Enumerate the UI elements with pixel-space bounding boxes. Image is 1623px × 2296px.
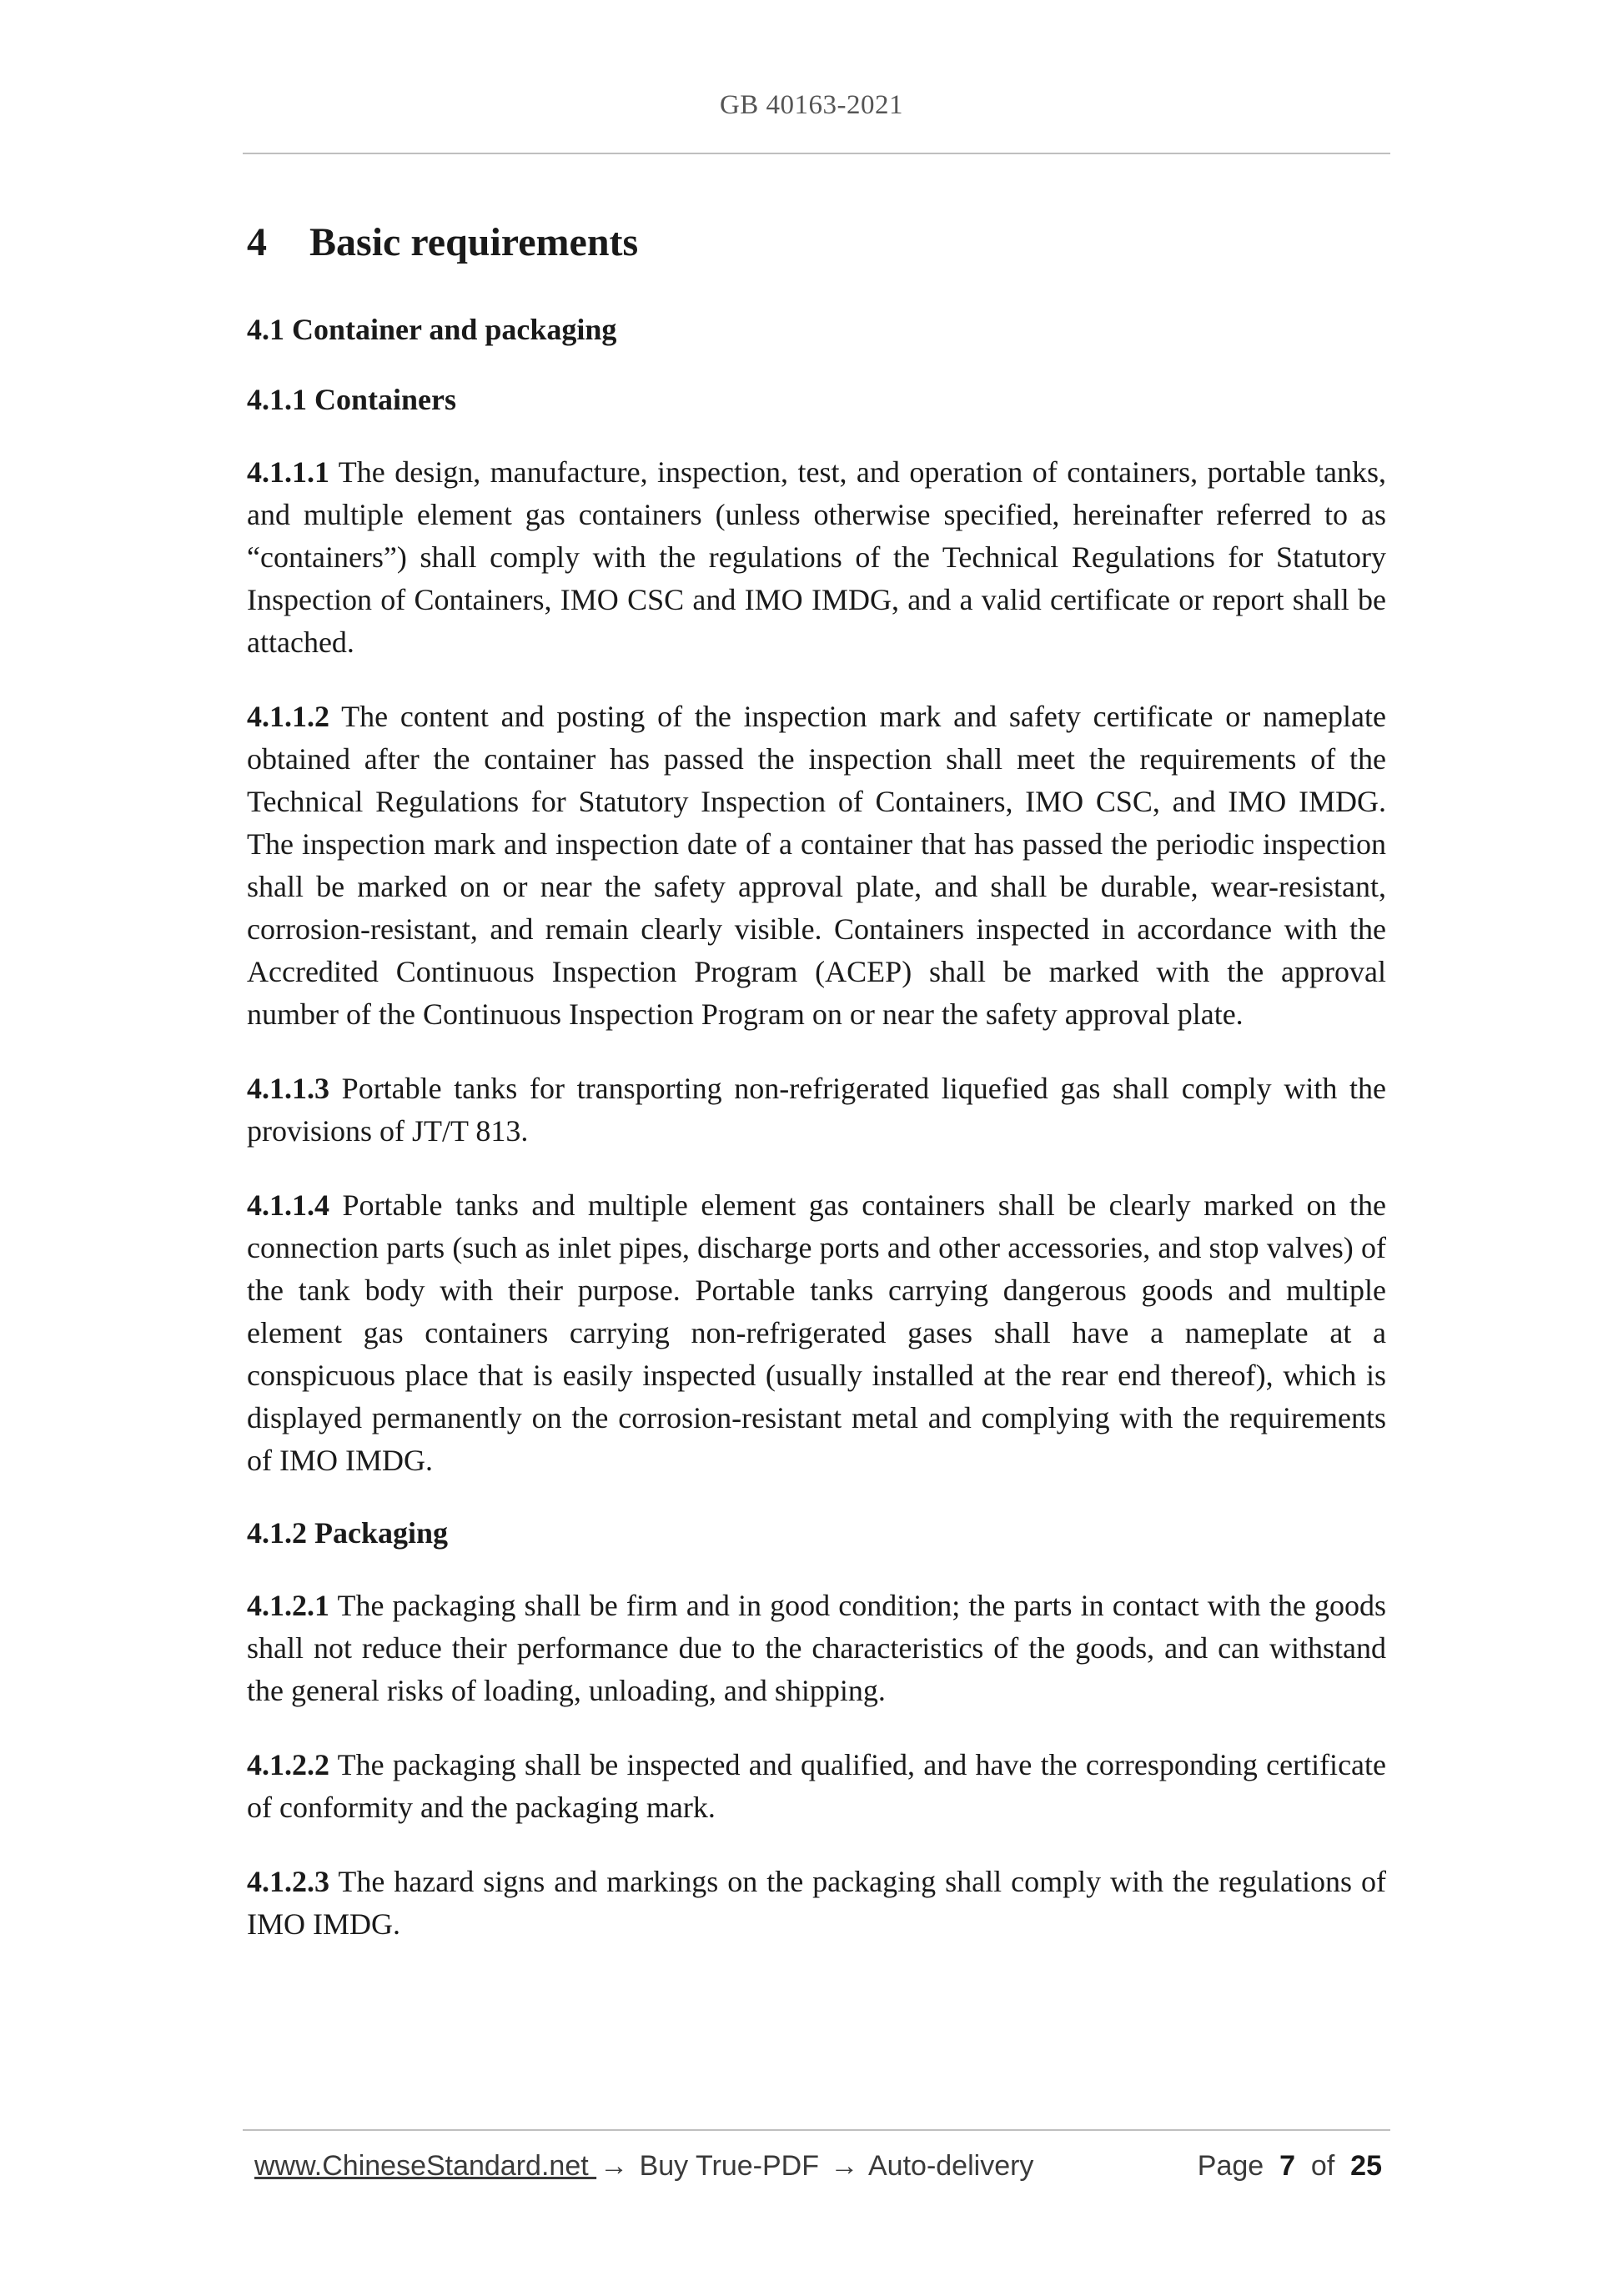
- clause-text: The packaging shall be inspected and qualified, and have the corresponding certificate of conformity and the packaging mark.: [247, 1747, 1386, 1824]
- auto-delivery-text: Auto-delivery: [868, 2150, 1034, 2182]
- section-heading: [247, 219, 1386, 267]
- page-label: Page: [1197, 2150, 1264, 2182]
- page-total: 25: [1350, 2150, 1382, 2182]
- clause-text: Portable tanks and multiple element gas containers shall be clearly marked on the connection parts (such as inlet pipes, discharge ports and other accessories, and stop valves) of the tank body with their purpose. Portable tanks carrying dangerous goods and multiple element gas containers carrying non-refrigerated gases shall have a nameplate at a conspicuous place that is easily inspected (usually installed at the rear end thereof), which is displayed permanently on the corrosion-resistant metal and complying with the requirements of IMO IMDG.: [247, 1188, 1386, 1478]
- clause-number: 4.1.2.1: [247, 1588, 329, 1622]
- page-footer: [254, 2150, 1382, 2183]
- clause-4-1-2-2: [247, 1744, 1386, 1829]
- clause-4-1-1-3: [247, 1068, 1386, 1153]
- clause-4-1-2-1: [247, 1585, 1386, 1712]
- chinesestandard-link[interactable]: www.ChineseStandard.net: [254, 2150, 597, 2182]
- footer-divider: [243, 2129, 1390, 2131]
- clause-number: 4.1.1.2: [247, 700, 329, 734]
- clause-number: 4.1.1.4: [247, 1188, 329, 1223]
- subsection-heading-4-1: 4.1 Container and packaging: [247, 312, 617, 346]
- clause-4-1-1-2: [247, 696, 1386, 1036]
- arrow-right-icon: →: [830, 2150, 859, 2182]
- page-current: 7: [1279, 2150, 1295, 2182]
- buy-true-pdf-text: Buy True-PDF: [639, 2150, 819, 2182]
- subsection-heading-4-1-1: 4.1.1 Containers: [247, 383, 456, 417]
- clause-text: Portable tanks for transporting non-refrigerated liquefied gas shall comply with the provisions of JT/T 813.: [247, 1072, 1386, 1148]
- clause-4-1-2-3: [247, 1861, 1386, 1946]
- footer-links: [254, 2150, 1033, 2183]
- section-number: 4: [247, 220, 267, 264]
- subsection-heading-4-1-2: 4.1.2 Packaging: [247, 1516, 449, 1550]
- clause-text: The content and posting of the inspection mark and safety certificate or nameplate obtained after the container has passed the inspection shall meet the requirements of the Technical Regulations for Statutory Inspection of Containers, IMO CSC, and IMO IMDG. The inspection mark and inspection date of a container that has passed the periodic inspection shall be marked on or near the safety approval plate, and shall be durable, wear-resistant, corrosion-resistant, and remain clearly visible. Containers inspected in accordance with the Accredited Continuous Inspection Program (ACEP) shall be marked with the approval number of the Continuous Inspection Program on or near the safety approval plate.: [247, 700, 1386, 1032]
- clause-number: 4.1.2.2: [247, 1747, 329, 1781]
- clause-text: The packaging shall be firm and in good condition; the parts in contact with the goods shall not reduce their performance due to the characteristics of the goods, and can withstand the general risks of loading, unloading, and shipping.: [247, 1588, 1386, 1707]
- clause-4-1-1-1: [247, 451, 1386, 664]
- clause-number: 4.1.1.1: [247, 455, 329, 490]
- section-title: Basic requirements: [309, 220, 639, 264]
- clause-number: 4.1.2.3: [247, 1864, 329, 1898]
- clause-4-1-1-4: [247, 1184, 1386, 1482]
- document-body: [247, 219, 1386, 1977]
- arrow-right-icon: →: [600, 2150, 629, 2182]
- clause-text: The hazard signs and markings on the packaging shall comply with the regulations of IMO IMDG.: [247, 1864, 1386, 1941]
- header-divider: [243, 153, 1390, 154]
- page-indicator: [1198, 2150, 1382, 2183]
- clause-text: The design, manufacture, inspection, test, and operation of containers, portable tanks, and multiple element gas containers (unless otherwise specified, hereinafter referred to as “containers”) shall comply with the regulations of the Technical Regulations for Statutory Inspection of Containers, IMO CSC and IMO IMDG, and a valid certificate or report shall be attached.: [247, 455, 1386, 660]
- page-of-label: of: [1310, 2150, 1335, 2182]
- clause-number: 4.1.1.3: [247, 1072, 329, 1106]
- document-header-id: GB 40163-2021: [719, 90, 904, 120]
